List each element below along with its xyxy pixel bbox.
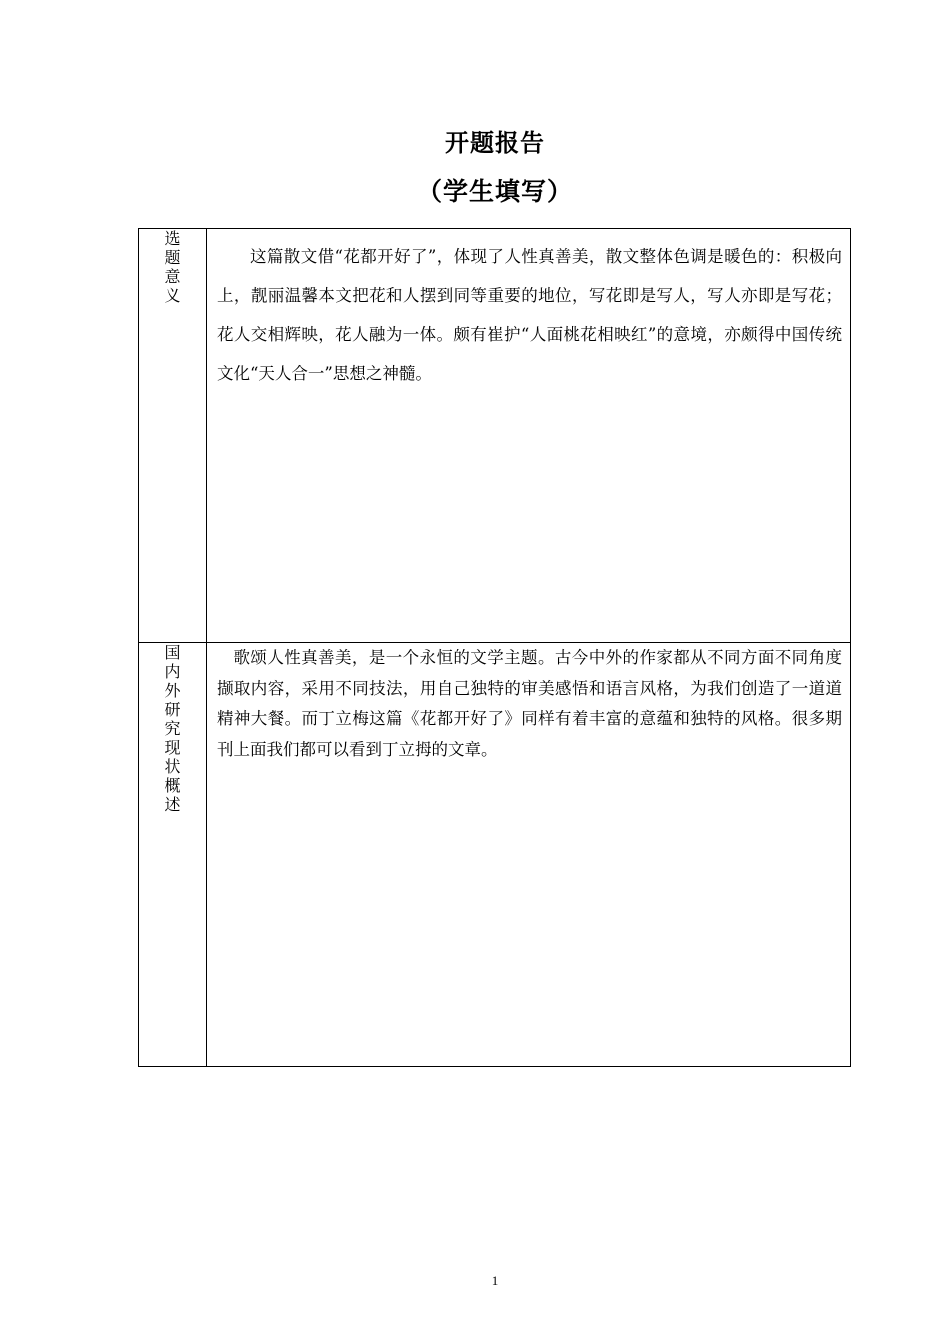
table-row-research-status (139, 643, 851, 1067)
report-table (138, 228, 851, 1067)
section-content-topic-significance: 这篇散文借“花都开好了”，体现了人性真善美，散文整体色调是暖色的：积极向上，靓丽温馨本文把花和人摆到同等重要的地位，写花即是写人，写人亦即是写花；花人交相辉映，花人融为一体。颇有崔护“人面桃花相映红”的意境，亦颇得中国传统文化“天人合一”思想之神髓。 (217, 247, 842, 383)
section-label-cell (139, 229, 207, 643)
section-label-research-status: 国内外研究现状概述 (164, 643, 181, 814)
section-label-cell (139, 643, 207, 1067)
page-number: 1 (491, 1273, 499, 1288)
section-content-cell (207, 229, 851, 643)
document-subtitle: （学生填写） (416, 177, 573, 206)
table-row-topic-significance (139, 229, 851, 643)
section-label-topic-significance: 选题意义 (164, 229, 181, 305)
section-content-cell (207, 643, 851, 1067)
document-title: 开题报告 (445, 128, 545, 157)
section-content-research-status: 歌颂人性真善美，是一个永恒的文学主题。古今中外的作家都从不同方面不同角度撷取内容，采用不同技法，用自己独特的审美感悟和语言风格，为我们创造了一道道精神大餐。而丁立梅这篇《花都开好了》同样有着丰富的意蕴和独特的风格。很多期刊上面我们都可以看到丁立拇的文章。 (217, 648, 842, 759)
